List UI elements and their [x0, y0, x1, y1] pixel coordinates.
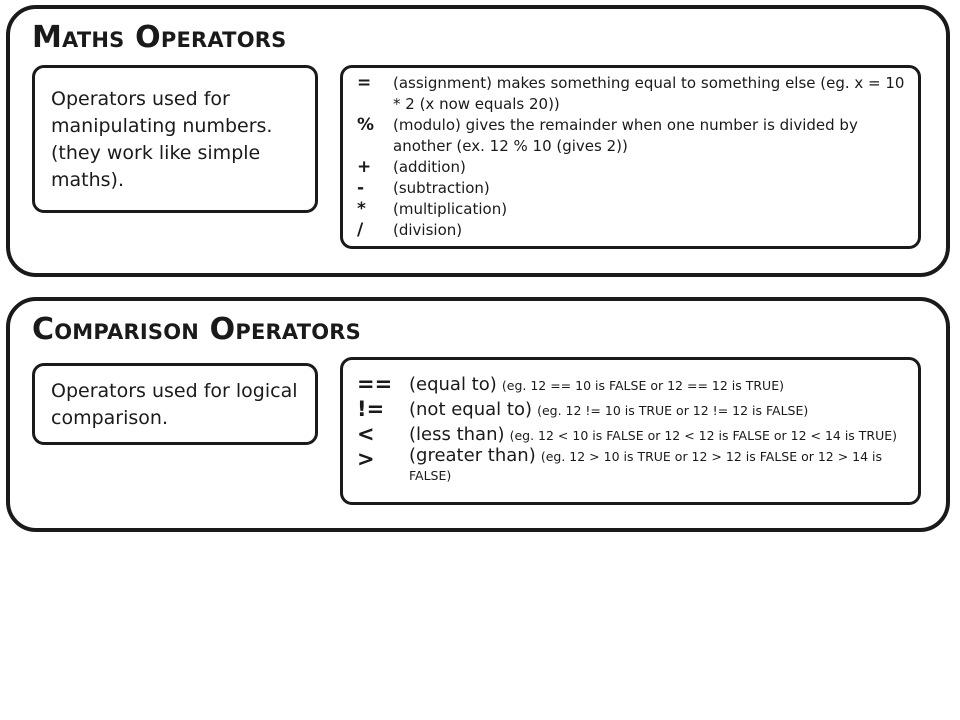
operator-example: (eg. 12 == 10 is FALSE or 12 == 12 is TRUE)	[501, 378, 784, 393]
comparison-description-box	[32, 363, 318, 445]
operator-example: (eg. 12 != 10 is TRUE or 12 != 12 is FALSE)	[537, 403, 809, 418]
operator-name: (not equal to)	[409, 399, 532, 420]
operator-row-not-equal-to	[357, 397, 908, 422]
comparison-operators-panel	[6, 297, 950, 532]
operator-row-addition	[357, 157, 908, 178]
maths-operators-title: Maths Operators	[32, 20, 287, 55]
operator-description: (multiplication)	[393, 200, 508, 218]
comparison-operators-title: Comparison Operators	[32, 312, 361, 347]
maths-operators-panel	[6, 5, 950, 277]
operator-row-equal-to	[357, 372, 908, 397]
operator-description: (subtraction)	[393, 179, 490, 197]
operator-symbol: <	[357, 422, 375, 446]
operator-symbol: %	[357, 115, 375, 135]
operator-row-division	[357, 220, 908, 241]
operator-row-multiplication	[357, 199, 908, 220]
comparison-description: Operators used for logical comparison.	[51, 380, 298, 429]
operator-symbol: -	[357, 178, 365, 198]
operator-name: (greater than)	[409, 445, 536, 466]
operator-symbol: >	[357, 447, 375, 471]
operator-description: (assignment) makes something equal to something else (eg. x = 10 * 2 (x now equals 20))	[393, 74, 905, 113]
operator-name: (equal to)	[409, 374, 497, 395]
operator-symbol: =	[357, 73, 372, 93]
operator-symbol: /	[357, 220, 364, 240]
operator-row-subtraction	[357, 178, 908, 199]
operator-example: (eg. 12 < 10 is FALSE or 12 < 12 is FALSE or 12 < 14 is TRUE)	[509, 428, 898, 443]
comparison-operator-list	[340, 357, 921, 505]
operator-symbol: *	[357, 199, 366, 219]
operator-symbol: ==	[357, 372, 393, 396]
operator-symbol: !=	[357, 397, 385, 421]
operator-description: (addition)	[393, 158, 466, 176]
operator-name: (less than)	[409, 424, 505, 445]
maths-operator-list	[340, 65, 921, 249]
operator-symbol: +	[357, 157, 372, 177]
operator-example: (eg. 12 > 10 is TRUE or 12 > 12 is FALSE or 12 > 14 is FALSE)	[409, 449, 883, 483]
operator-row-greater-than	[357, 447, 908, 485]
maths-description: Operators used for manipulating numbers. (they work like simple maths).	[51, 88, 273, 191]
maths-description-box	[32, 65, 318, 213]
operator-description: (division)	[393, 221, 463, 239]
operator-description: (modulo) gives the remainder when one number is divided by another (ex. 12 % 10 (gives 2))	[393, 116, 858, 155]
operator-row-less-than	[357, 422, 908, 447]
operator-row-modulo	[357, 115, 908, 157]
operator-row-assignment	[357, 73, 908, 115]
